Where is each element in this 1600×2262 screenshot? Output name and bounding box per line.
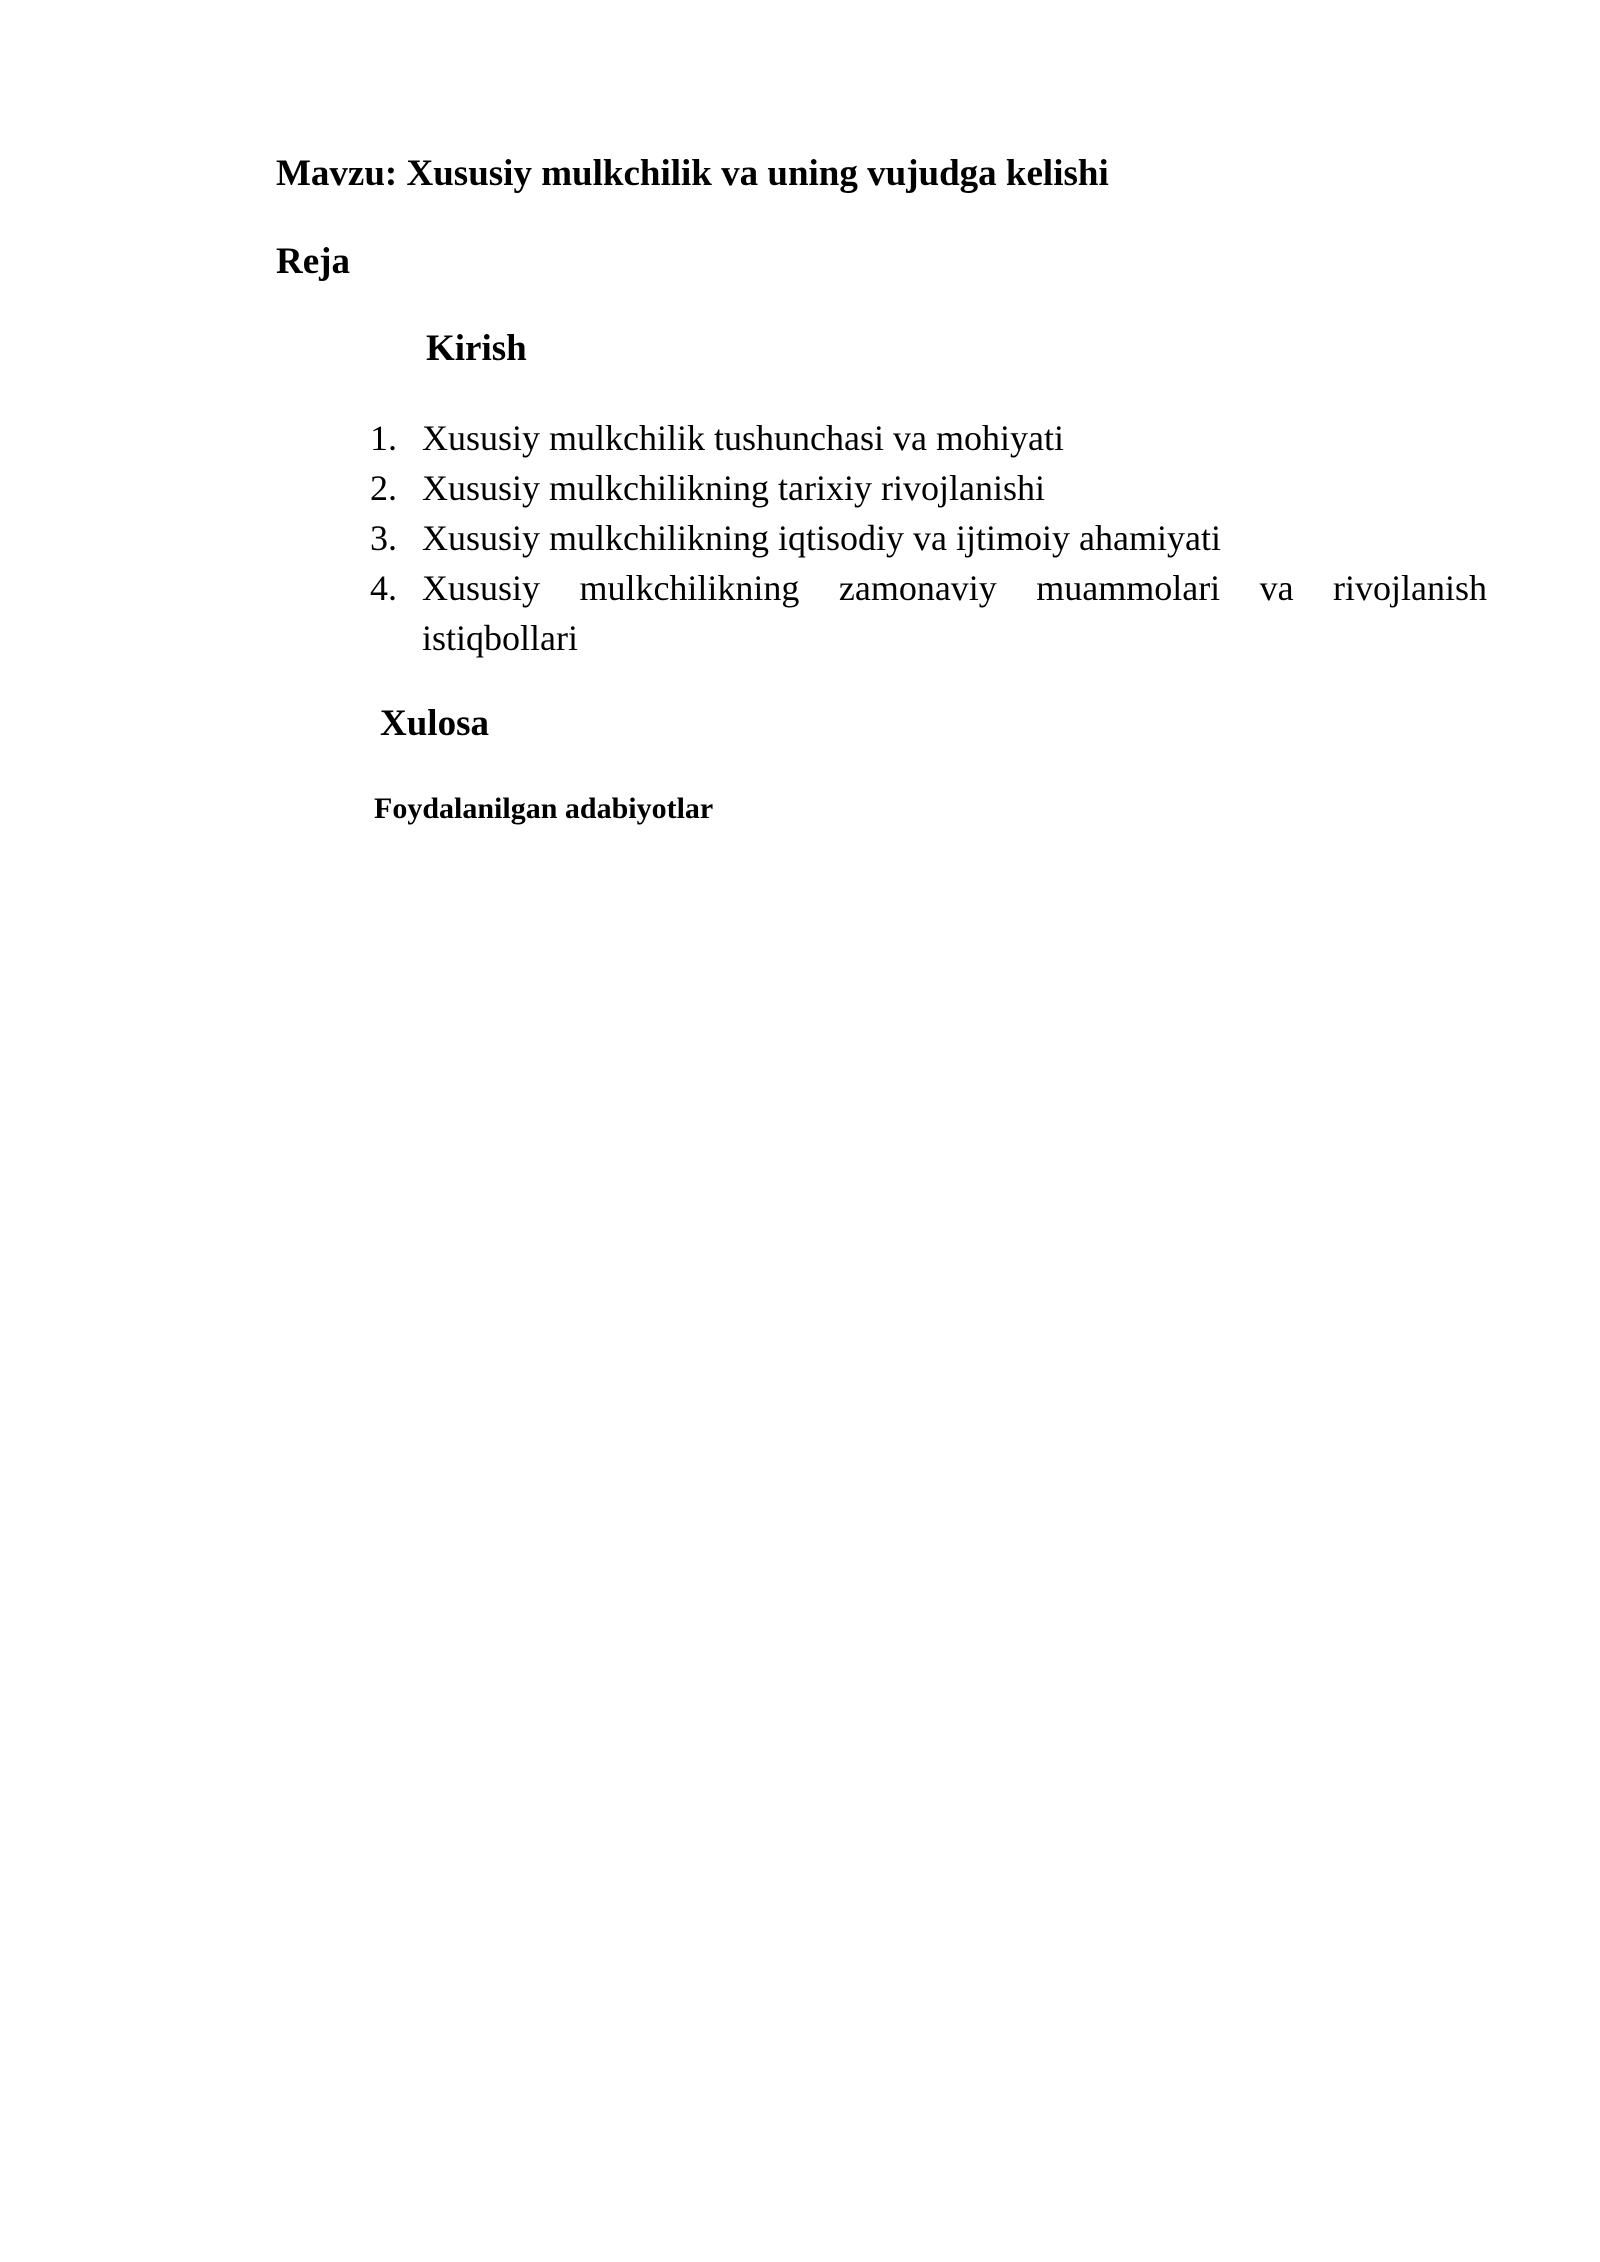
plan-item-number: 3. (370, 518, 397, 558)
plan-item-number: 2. (370, 468, 397, 508)
references-heading: Foydalanilgan adabiyotlar (374, 792, 714, 825)
plan-heading: Reja (276, 241, 350, 282)
plan-item-number: 4. (370, 568, 397, 608)
plan-item-text: Xususiy mulkchilikning iqtisodiy va ijtimoiy ahamiyati (422, 518, 1221, 558)
plan-list (370, 413, 1487, 663)
plan-item (370, 513, 1487, 563)
plan-item-text: Xususiy mulkchilikning zamonaviy muammolari va rivojlanish istiqbollari (422, 568, 1487, 658)
plan-item (370, 563, 1487, 663)
plan-item-number: 1. (370, 418, 397, 458)
document-title: Mavzu: Xususiy mulkchilik va uning vujudga kelishi (276, 153, 1109, 194)
plan-item (370, 413, 1487, 463)
plan-item (370, 463, 1487, 513)
intro-heading: Kirish (426, 328, 527, 369)
plan-item-text: Xususiy mulkchilik tushunchasi va mohiyati (422, 418, 1064, 458)
conclusion-heading: Xulosa (380, 703, 489, 744)
plan-item-text: Xususiy mulkchilikning tarixiy rivojlanishi (422, 468, 1045, 508)
